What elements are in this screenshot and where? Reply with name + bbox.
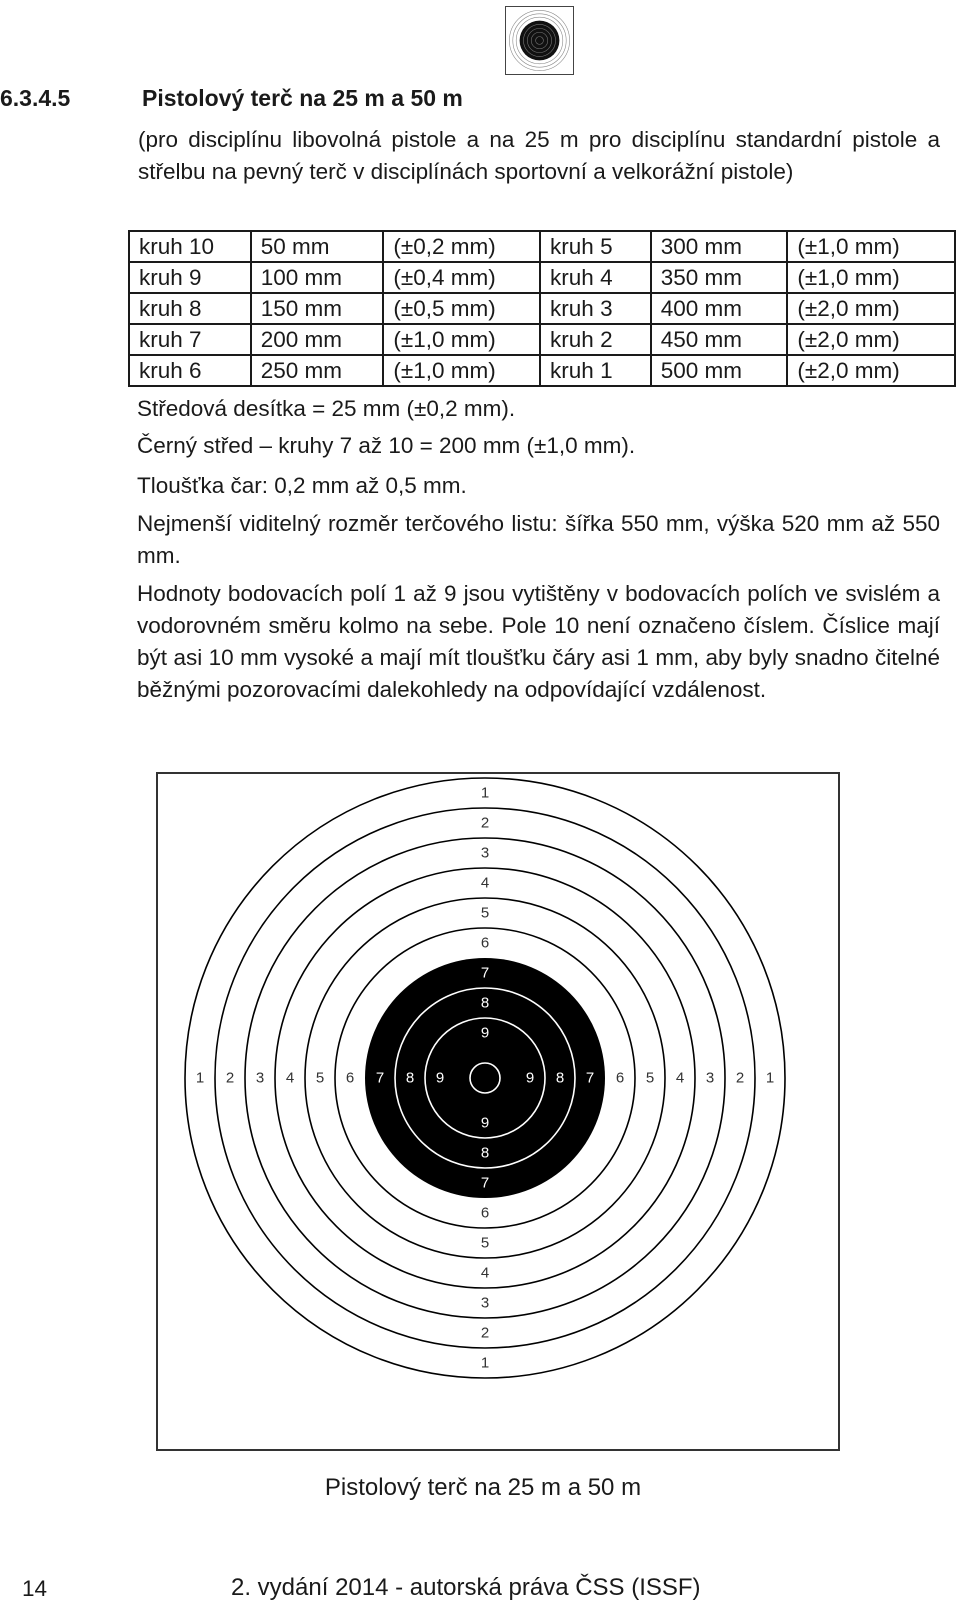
table-row [129,231,955,262]
table-row [129,262,955,293]
ring-number-left: 5 [315,1069,325,1087]
ring-number-left: 7 [375,1069,385,1087]
ring-label-cell: kruh 10 [129,231,251,262]
ring-number-left: 2 [225,1069,235,1087]
section-intro: (pro disciplínu libovolná pistole a na 25 m pro disciplínu standardní pistole a střelbu na pevný terč v disciplínách sportovní a velkorážní pistole) [138,127,940,184]
min-size-note: Nejmenší viditelný rozměr terčového listu: šířka 550 mm, výška 520 mm až 550 mm. [137,511,940,568]
table-row [129,293,955,324]
ring-diameter-cell: 450 mm [651,324,788,355]
ring-tolerance-cell: (±2,0 mm) [787,293,955,324]
figure-caption [0,1474,960,1502]
figure-caption-text: Pistolový terč na 25 m a 50 m [324,1474,642,1501]
ring-number-top: 7 [480,964,490,982]
line-thickness-note: Tloušťka čar: 0,2 mm až 0,5 mm. [137,473,467,498]
ring-number-left: 1 [195,1069,205,1087]
rings-dimension-table [128,230,956,387]
ring-diameter-cell: 200 mm [251,324,384,355]
ring-number-top: 6 [480,934,490,952]
ring-number-bottom: 5 [480,1234,490,1252]
ring-number-right: 1 [765,1069,775,1087]
ring-number-bottom: 1 [480,1354,490,1372]
target-thumbnail-icon [506,7,573,74]
ring-number-right: 5 [645,1069,655,1087]
ring-tolerance-cell: (±2,0 mm) [787,355,955,386]
ring-tolerance-cell: (±0,5 mm) [383,293,540,324]
ring-label-cell: kruh 3 [540,293,651,324]
ring-number-bottom: 3 [480,1294,490,1312]
ring-tolerance-cell: (±2,0 mm) [787,324,955,355]
ring-number-bottom: 6 [480,1204,490,1222]
ring-label-cell: kruh 7 [129,324,251,355]
ring-number-right: 4 [675,1069,685,1087]
table-row [129,355,955,386]
ring-number-top: 3 [480,844,490,862]
ring-number-top: 4 [480,874,490,892]
section-number: 6.3.4.5 [0,85,71,111]
ring-number-right: 7 [585,1069,595,1087]
ring-number-right: 8 [555,1069,565,1087]
ring-label-cell: kruh 5 [540,231,651,262]
ring-number-left: 3 [255,1069,265,1087]
ring-number-right: 3 [705,1069,715,1087]
ring-tolerance-cell: (±1,0 mm) [787,262,955,293]
black-center-note: Černý střed – kruhy 7 až 10 = 200 mm (±1,0 mm). [137,433,636,458]
ring-diameter-cell: 100 mm [251,262,384,293]
numbering-note: Hodnoty bodovacích polí 1 až 9 jsou vytištěny v bodovacích polích ve svislém a vodorovném směru kolmo na sebe. Pole 10 není označeno číslem. Číslice mají být asi 10 mm vysoké a mají mít tloušťku čáry asi 1 mm, aby byly snadno čitelné běžnými pozorovacími dalekohledy na odpovídající vzdálenost. [137,581,940,702]
ring-tolerance-cell: (±0,2 mm) [383,231,540,262]
ring-number-right: 2 [735,1069,745,1087]
ring-number-top: 9 [480,1024,490,1042]
ring-diameter-cell: 300 mm [651,231,788,262]
ring-tolerance-cell: (±1,0 mm) [787,231,955,262]
ring-diameter-cell: 50 mm [251,231,384,262]
ring-diameter-cell: 400 mm [651,293,788,324]
ring-label-cell: kruh 9 [129,262,251,293]
ring-number-bottom: 2 [480,1324,490,1342]
ring-label-cell: kruh 4 [540,262,651,293]
ring-diameter-cell: 350 mm [651,262,788,293]
ring-number-left: 6 [345,1069,355,1087]
ring-tolerance-cell: (±0,4 mm) [383,262,540,293]
ring-tolerance-cell: (±1,0 mm) [383,355,540,386]
ring-number-top: 8 [480,994,490,1012]
ring-number-left: 8 [405,1069,415,1087]
ring-number-left: 4 [285,1069,295,1087]
table-row [129,324,955,355]
ring-tolerance-cell: (±1,0 mm) [383,324,540,355]
target-thumbnail [505,6,574,75]
ring-label-cell: kruh 1 [540,355,651,386]
ring-number-top: 5 [480,904,490,922]
page-number: 14 [22,1576,48,1601]
ring-number-top: 1 [480,784,490,802]
center-ten-note: Středová desítka = 25 mm (±0,2 mm). [137,396,516,421]
pistol-target-figure [156,772,840,1451]
ring-number-bottom: 4 [480,1264,490,1282]
ring-number-bottom: 9 [480,1114,490,1132]
section-title: Pistolový terč na 25 m a 50 m [142,85,463,111]
footer-copyright: 2. vydání 2014 - autorská práva ČSS (ISSF) [231,1574,701,1601]
ring-label-cell: kruh 6 [129,355,251,386]
ring-diameter-cell: 250 mm [251,355,384,386]
ring-number-right: 6 [615,1069,625,1087]
ring-label-cell: kruh 2 [540,324,651,355]
ring-label-cell: kruh 8 [129,293,251,324]
ring-number-left: 9 [435,1069,445,1087]
ring-number-bottom: 7 [480,1174,490,1192]
ring-number-top: 2 [480,814,490,832]
ring-diameter-cell: 150 mm [251,293,384,324]
ring-diameter-cell: 500 mm [651,355,788,386]
ring-number-right: 9 [525,1069,535,1087]
ring-number-bottom: 8 [480,1144,490,1162]
